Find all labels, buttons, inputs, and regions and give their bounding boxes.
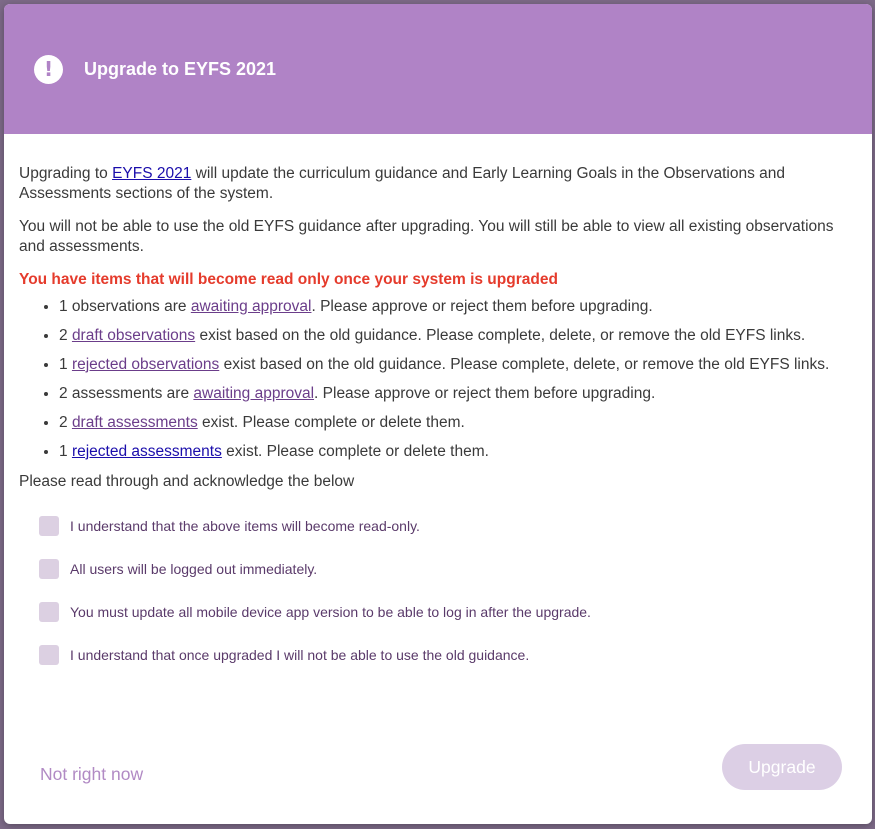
- list-item: [59, 413, 857, 433]
- item-text: 2: [59, 327, 72, 344]
- list-item: [59, 442, 857, 462]
- upgrade-button[interactable]: Upgrade: [722, 744, 842, 790]
- not-right-now-button[interactable]: Not right now: [40, 764, 144, 784]
- checkbox-row: [39, 504, 857, 547]
- mobile-update-checkbox[interactable]: [39, 602, 59, 622]
- awaiting-approval-observations-link[interactable]: awaiting approval: [190, 298, 312, 315]
- exclamation-icon: !: [34, 55, 63, 84]
- notice-paragraph: You will not be able to use the old EYFS guidance after upgrading. You will still be able to view all existing observations and assessments.: [19, 218, 834, 255]
- checkbox-label: All users will be logged out immediately.: [70, 560, 318, 577]
- read-only-warning: You have items that will become read only once your system is upgraded: [19, 271, 558, 288]
- list-item: [59, 326, 857, 346]
- list-item: [59, 297, 857, 317]
- pending-items-list: [19, 297, 857, 462]
- checkbox-row: [39, 633, 857, 676]
- dialog-header: [4, 4, 872, 134]
- item-text: 1 observations are: [59, 298, 191, 315]
- acknowledge-label: Please read through and acknowledge the below: [19, 473, 355, 490]
- checkbox-label: You must update all mobile device app version to be able to log in after the upgrade.: [70, 603, 591, 620]
- dialog-footer: [4, 744, 872, 824]
- item-text: 1: [59, 443, 72, 460]
- rejected-observations-link[interactable]: rejected observations: [71, 356, 220, 373]
- dialog-title: Upgrade to EYFS 2021: [84, 58, 277, 79]
- intro-suffix: will update the curriculum guidance and Early Learning Goals in the Observations and Assessments sections of the system.: [19, 165, 785, 202]
- checkbox-label: I understand that once upgraded I will not be able to use the old guidance.: [70, 646, 530, 663]
- intro-paragraph: [19, 164, 857, 204]
- item-text: 2: [59, 414, 72, 431]
- item-text: 2 assessments are: [59, 385, 194, 402]
- list-item: [59, 355, 857, 375]
- draft-observations-link[interactable]: draft observations: [71, 327, 196, 344]
- acknowledge-checklist: [19, 504, 857, 676]
- rejected-assessments-link[interactable]: rejected assessments: [71, 443, 222, 460]
- item-text: exist based on the old guidance. Please complete, delete, or remove the old EYFS links.: [219, 356, 830, 373]
- checkbox-row: [39, 590, 857, 633]
- item-text: . Please approve or reject them before upgrading.: [314, 385, 656, 402]
- eyfs-2021-link[interactable]: EYFS 2021: [112, 165, 192, 182]
- item-text: . Please approve or reject them before upgrading.: [311, 298, 653, 315]
- upgrade-dialog: [4, 4, 872, 824]
- dialog-body: [4, 134, 872, 676]
- draft-assessments-link[interactable]: draft assessments: [71, 414, 198, 431]
- awaiting-approval-assessments-link[interactable]: awaiting approval: [193, 385, 315, 402]
- old-guidance-checkbox[interactable]: [39, 645, 59, 665]
- item-text: exist based on the old guidance. Please complete, delete, or remove the old EYFS links.: [195, 327, 806, 344]
- read-only-checkbox[interactable]: [39, 516, 59, 536]
- item-text: exist. Please complete or delete them.: [221, 443, 489, 460]
- checkbox-row: [39, 547, 857, 590]
- item-text: 1: [59, 356, 72, 373]
- intro-prefix: Upgrading to: [19, 165, 113, 182]
- logout-checkbox[interactable]: [39, 559, 59, 579]
- item-text: exist. Please complete or delete them.: [197, 414, 465, 431]
- checkbox-label: I understand that the above items will become read-only.: [70, 517, 420, 534]
- list-item: [59, 384, 857, 404]
